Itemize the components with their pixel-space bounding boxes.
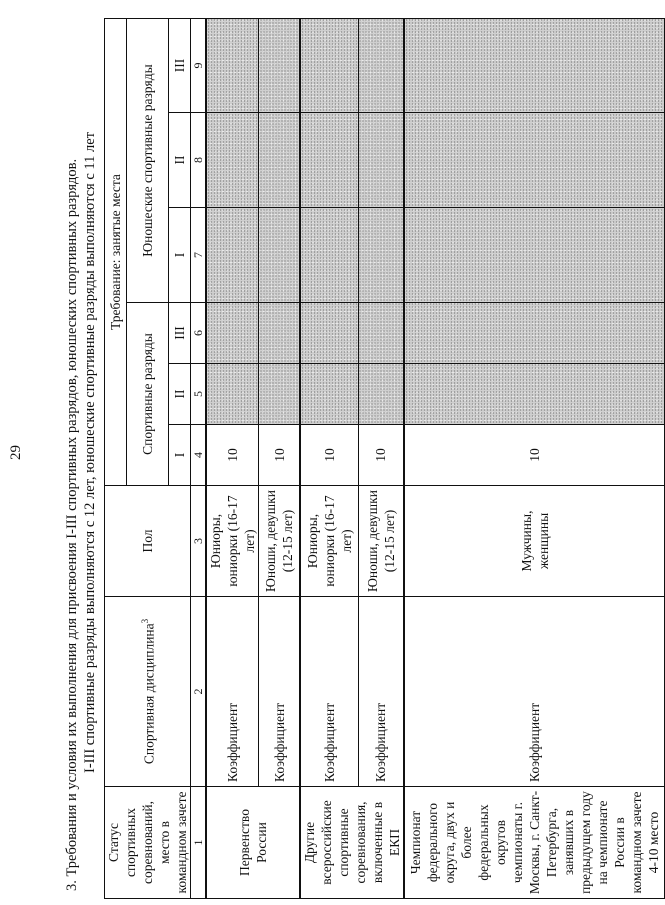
discipline-cell: Коэффициент [206,597,259,787]
gender-cell: Мужчины, женщины [404,486,665,597]
column-number: 2 [191,597,207,787]
rank-1-cell: 10 [404,425,665,486]
header-rank-2: II [169,364,191,425]
page-number: 29 [8,445,24,460]
table-row [300,19,358,899]
header-youth-1: I [169,208,191,303]
column-number: 4 [191,425,207,486]
table-row [358,19,404,899]
rank-1-cell: 10 [300,425,358,486]
status-cell: Первенство России [206,787,300,899]
shaded-cell [300,113,358,208]
column-number: 5 [191,364,207,425]
section-heading: 3. Требования и условия их выполнения для присвоения I-III спортивных разрядов, юношеских спортивных разрядов. [64,158,80,891]
shaded-cell [206,364,259,425]
shaded-cell [259,208,301,303]
header-rank-1: I [169,425,191,486]
shaded-cell [206,19,259,113]
table-subheading: I-III спортивные разряды выполняются с 12 лет, юношеские спортивные разряды выполняются с 11 лет [82,132,98,773]
column-number: 6 [191,303,207,364]
shaded-cell [404,19,665,113]
shaded-cell [404,364,665,425]
shaded-cell [206,303,259,364]
header-youth-2: II [169,113,191,208]
table-row [259,19,301,899]
header-discipline: Спортивная дисциплина$^3$ [105,597,191,787]
column-number: 3 [191,486,207,597]
header-youth-ranks: Юношеские спортивные разряды [126,19,168,303]
requirements-table [104,18,665,899]
header-requirement: Требование: занятые места [105,19,127,486]
shaded-cell [259,303,301,364]
shaded-cell [358,364,404,425]
shaded-cell [300,208,358,303]
gender-cell: Юноши, девушки (12-15 лет) [358,486,404,597]
column-number: 9 [191,19,207,113]
header-youth-3: III [169,19,191,113]
header-row-1 [105,19,127,899]
shaded-cell [358,19,404,113]
header-status: Статус спортивных соревнований, место в командном зачете [105,787,191,899]
shaded-cell [259,113,301,208]
rank-1-cell: 10 [259,425,301,486]
discipline-cell: Коэффициент [358,597,404,787]
shaded-cell [358,113,404,208]
shaded-cell [206,113,259,208]
status-cell: Чемпионат федерального округа, двух и более федеральных округов чемпионаты г. Москвы, г. Санкт-Петербурга, занявших в предыдущем году на чемпионате России в командном зачете 4-10 место [404,787,665,899]
column-number: 7 [191,208,207,303]
header-rank-3: III [169,303,191,364]
gender-cell: Юниоры, юниорки (16-17 лет) [300,486,358,597]
discipline-cell: Коэффициент [404,597,665,787]
discipline-footnote-mark: 3 [140,618,151,624]
discipline-cell: Коэффициент [259,597,301,787]
column-number-row [191,19,207,899]
shaded-cell [404,208,665,303]
gender-cell: Юниоры, юниорки (16-17 лет) [206,486,259,597]
shaded-cell [358,303,404,364]
status-cell: Другие всероссийские спортивные соревнования, включенные в ЕКП [300,787,404,899]
table-row [206,19,259,899]
gender-cell: Юноши, девушки (12-15 лет) [259,486,301,597]
shaded-cell [259,364,301,425]
shaded-cell [358,208,404,303]
column-number: 8 [191,113,207,208]
shaded-cell [206,208,259,303]
column-number: 1 [191,787,207,899]
shaded-cell [259,19,301,113]
shaded-cell [300,364,358,425]
rank-1-cell: 10 [206,425,259,486]
rank-1-cell: 10 [358,425,404,486]
shaded-cell [404,303,665,364]
header-sport-ranks: Спортивные разряды [126,303,168,486]
shaded-cell [300,19,358,113]
header-gender: Пол [105,486,191,597]
table-row [404,19,665,899]
discipline-cell: Коэффициент [300,597,358,787]
shaded-cell [404,113,665,208]
shaded-cell [300,303,358,364]
